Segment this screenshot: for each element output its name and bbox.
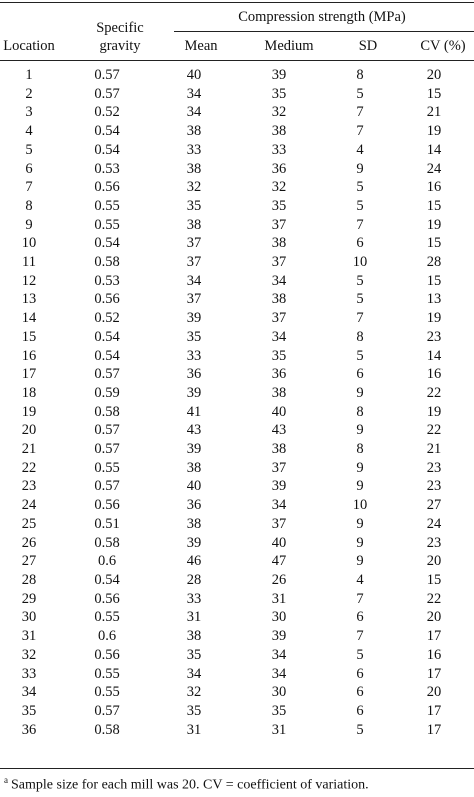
medium-cell: 35 <box>271 197 287 214</box>
specific-gravity-cell: 0.57 <box>94 422 120 439</box>
sd-cell: 5 <box>356 646 364 663</box>
medium-cell: 37 <box>271 310 287 327</box>
cv-cell: 22 <box>426 590 442 607</box>
location-cell: 6 <box>25 160 33 177</box>
medium-cell: 34 <box>271 665 287 682</box>
table-row <box>0 403 474 422</box>
table-row <box>0 459 474 478</box>
cv-cell: 24 <box>426 515 442 532</box>
mean-cell: 31 <box>186 721 202 738</box>
medium-cell: 37 <box>271 254 287 271</box>
mean-cell: 33 <box>186 141 202 158</box>
specific-gravity-cell: 0.56 <box>94 646 120 663</box>
cv-cell: 13 <box>426 291 442 308</box>
compression-table <box>0 66 474 739</box>
cv-cell: 15 <box>426 85 442 102</box>
location-cell: 31 <box>21 628 37 645</box>
medium-cell: 39 <box>271 628 287 645</box>
specific-gravity-cell: 0.58 <box>94 403 120 420</box>
cv-cell: 14 <box>426 141 442 158</box>
table-row <box>0 253 474 272</box>
medium-cell: 34 <box>271 497 287 514</box>
sd-cell: 5 <box>356 179 364 196</box>
specific-gravity-cell: 0.54 <box>94 235 120 252</box>
medium-cell: 37 <box>271 515 287 532</box>
sd-cell: 9 <box>356 160 364 177</box>
cv-cell: 15 <box>426 197 442 214</box>
sd-cell: 7 <box>356 216 364 233</box>
specific-gravity-cell: 0.56 <box>94 497 120 514</box>
sd-cell: 6 <box>356 366 364 383</box>
location-cell: 20 <box>21 422 37 439</box>
cv-cell: 24 <box>426 160 442 177</box>
medium-cell: 36 <box>271 366 287 383</box>
location-header: Location <box>3 38 55 54</box>
cv-header: CV (%) <box>420 38 466 54</box>
sd-cell: 9 <box>356 534 364 551</box>
sd-cell: 7 <box>356 104 364 121</box>
medium-cell: 36 <box>271 160 287 177</box>
table-row <box>0 534 474 553</box>
sd-cell: 9 <box>356 459 364 476</box>
medium-header: Medium <box>264 38 314 54</box>
table-row <box>0 122 474 141</box>
medium-cell: 35 <box>271 347 287 364</box>
medium-cell: 35 <box>271 85 287 102</box>
mean-cell: 39 <box>186 310 202 327</box>
mean-cell: 37 <box>186 291 202 308</box>
cv-cell: 23 <box>426 534 442 551</box>
mean-cell: 35 <box>186 702 202 719</box>
medium-cell: 40 <box>271 403 287 420</box>
sd-cell: 7 <box>356 310 364 327</box>
sd-cell: 5 <box>356 721 364 738</box>
cv-cell: 27 <box>426 497 442 514</box>
mean-cell: 34 <box>186 272 202 289</box>
sd-header: SD <box>358 38 378 54</box>
sd-cell: 9 <box>356 553 364 570</box>
mean-cell: 37 <box>186 254 202 271</box>
mean-cell: 39 <box>186 384 202 401</box>
mean-cell: 34 <box>186 85 202 102</box>
location-cell: 24 <box>21 497 37 514</box>
cv-cell: 20 <box>426 553 442 570</box>
cv-cell: 22 <box>426 422 442 439</box>
medium-cell: 38 <box>271 291 287 308</box>
location-cell: 15 <box>21 328 37 345</box>
specific-gravity-cell: 0.57 <box>94 366 120 383</box>
location-cell: 10 <box>21 235 37 252</box>
table-row <box>0 66 474 85</box>
location-cell: 13 <box>21 291 37 308</box>
mean-cell: 34 <box>186 665 202 682</box>
table-row <box>0 646 474 665</box>
cv-cell: 16 <box>426 366 442 383</box>
mean-cell: 36 <box>186 497 202 514</box>
medium-cell: 38 <box>271 123 287 140</box>
table-row <box>0 440 474 459</box>
specific-gravity-cell: 0.51 <box>94 515 120 532</box>
mean-cell: 33 <box>186 590 202 607</box>
specific-gravity-header-line2: gravity <box>99 38 141 54</box>
specific-gravity-cell: 0.59 <box>94 384 120 401</box>
medium-cell: 34 <box>271 272 287 289</box>
location-cell: 35 <box>21 702 37 719</box>
mean-cell: 46 <box>186 553 202 570</box>
mean-cell: 39 <box>186 534 202 551</box>
location-cell: 4 <box>25 123 33 140</box>
mean-cell: 36 <box>186 366 202 383</box>
table-row <box>0 178 474 197</box>
cv-cell: 21 <box>426 104 442 121</box>
medium-cell: 31 <box>271 721 287 738</box>
location-cell: 26 <box>21 534 37 551</box>
top-rule <box>0 2 474 3</box>
sd-cell: 4 <box>356 141 364 158</box>
mean-cell: 35 <box>186 328 202 345</box>
table-row <box>0 496 474 515</box>
specific-gravity-cell: 0.57 <box>94 441 120 458</box>
cv-cell: 15 <box>426 272 442 289</box>
mean-cell: 38 <box>186 123 202 140</box>
specific-gravity-cell: 0.6 <box>97 553 117 570</box>
location-cell: 7 <box>25 179 33 196</box>
specific-gravity-cell: 0.55 <box>94 609 120 626</box>
mean-cell: 34 <box>186 104 202 121</box>
table-row <box>0 197 474 216</box>
mean-cell: 35 <box>186 646 202 663</box>
table-body <box>0 66 474 739</box>
sd-cell: 9 <box>356 515 364 532</box>
cv-cell: 17 <box>426 702 442 719</box>
sd-cell: 7 <box>356 628 364 645</box>
mean-cell: 40 <box>186 67 202 83</box>
sd-cell: 9 <box>356 478 364 495</box>
cv-cell: 20 <box>426 609 442 626</box>
medium-cell: 32 <box>271 179 287 196</box>
cv-cell: 20 <box>426 67 442 83</box>
location-cell: 14 <box>21 310 37 327</box>
cv-cell: 19 <box>426 403 442 420</box>
location-cell: 19 <box>21 403 37 420</box>
footnote-marker: a <box>4 775 8 785</box>
medium-cell: 26 <box>271 571 287 588</box>
sd-cell: 4 <box>356 571 364 588</box>
cv-cell: 22 <box>426 384 442 401</box>
specific-gravity-cell: 0.54 <box>94 328 120 345</box>
specific-gravity-cell: 0.58 <box>94 254 120 271</box>
sd-cell: 9 <box>356 384 364 401</box>
location-cell: 17 <box>21 366 37 383</box>
specific-gravity-cell: 0.52 <box>94 310 120 327</box>
specific-gravity-cell: 0.6 <box>97 628 117 645</box>
table-row <box>0 552 474 571</box>
cv-cell: 16 <box>426 646 442 663</box>
mean-cell: 38 <box>186 628 202 645</box>
specific-gravity-cell: 0.54 <box>94 571 120 588</box>
table-row <box>0 216 474 235</box>
specific-gravity-cell: 0.52 <box>94 104 120 121</box>
location-cell: 28 <box>21 571 37 588</box>
medium-cell: 37 <box>271 459 287 476</box>
table-row <box>0 683 474 702</box>
mean-cell: 38 <box>186 459 202 476</box>
table-row <box>0 272 474 291</box>
location-cell: 27 <box>21 553 37 570</box>
specific-gravity-cell: 0.54 <box>94 347 120 364</box>
location-cell: 32 <box>21 646 37 663</box>
medium-cell: 47 <box>271 553 287 570</box>
mean-cell: 41 <box>186 403 202 420</box>
medium-cell: 31 <box>271 590 287 607</box>
sd-cell: 5 <box>356 197 364 214</box>
location-cell: 18 <box>21 384 37 401</box>
cv-cell: 15 <box>426 235 442 252</box>
location-cell: 3 <box>25 104 33 121</box>
table-row <box>0 141 474 160</box>
location-cell: 9 <box>25 216 33 233</box>
table-row <box>0 85 474 104</box>
table-row <box>0 103 474 122</box>
mean-cell: 38 <box>186 216 202 233</box>
table-row <box>0 665 474 684</box>
footnote <box>4 775 369 794</box>
table-row <box>0 234 474 253</box>
location-cell: 11 <box>22 254 36 271</box>
medium-cell: 34 <box>271 646 287 663</box>
mean-cell: 39 <box>186 441 202 458</box>
mean-cell: 37 <box>186 235 202 252</box>
specific-gravity-cell: 0.54 <box>94 141 120 158</box>
table-row <box>0 477 474 496</box>
specific-gravity-cell: 0.55 <box>94 459 120 476</box>
medium-cell: 30 <box>271 684 287 701</box>
specific-gravity-cell: 0.55 <box>94 665 120 682</box>
table-row <box>0 328 474 347</box>
medium-cell: 38 <box>271 384 287 401</box>
specific-gravity-cell: 0.53 <box>94 272 120 289</box>
cv-cell: 23 <box>426 459 442 476</box>
location-cell: 30 <box>21 609 37 626</box>
location-cell: 5 <box>25 141 33 158</box>
sd-cell: 6 <box>356 702 364 719</box>
specific-gravity-cell: 0.54 <box>94 123 120 140</box>
location-cell: 1 <box>25 67 33 83</box>
table-row <box>0 721 474 740</box>
mean-cell: 38 <box>186 160 202 177</box>
specific-gravity-cell: 0.57 <box>94 478 120 495</box>
mean-cell: 35 <box>186 197 202 214</box>
sd-cell: 6 <box>356 235 364 252</box>
table-row <box>0 365 474 384</box>
sd-cell: 8 <box>356 328 364 345</box>
table-row <box>0 160 474 179</box>
mean-cell: 32 <box>186 684 202 701</box>
medium-cell: 39 <box>271 67 287 83</box>
header-rule <box>0 60 474 61</box>
cv-cell: 20 <box>426 684 442 701</box>
table-row <box>0 290 474 309</box>
location-cell: 22 <box>21 459 37 476</box>
medium-cell: 37 <box>271 216 287 233</box>
bottom-rule <box>0 768 474 769</box>
specific-gravity-cell: 0.58 <box>94 721 120 738</box>
location-cell: 29 <box>21 590 37 607</box>
medium-cell: 35 <box>271 702 287 719</box>
cv-cell: 19 <box>426 216 442 233</box>
specific-gravity-cell: 0.55 <box>94 216 120 233</box>
mean-cell: 32 <box>186 179 202 196</box>
location-cell: 23 <box>21 478 37 495</box>
table-row <box>0 421 474 440</box>
mean-cell: 31 <box>186 609 202 626</box>
table-row <box>0 627 474 646</box>
mean-cell: 40 <box>186 478 202 495</box>
table-row <box>0 702 474 721</box>
cv-cell: 21 <box>426 441 442 458</box>
specific-gravity-header-line1: Specific <box>96 20 144 36</box>
mean-cell: 38 <box>186 515 202 532</box>
sd-cell: 5 <box>356 291 364 308</box>
location-cell: 34 <box>21 684 37 701</box>
specific-gravity-cell: 0.53 <box>94 160 120 177</box>
medium-cell: 43 <box>271 422 287 439</box>
specific-gravity-cell: 0.58 <box>94 534 120 551</box>
cv-cell: 14 <box>426 347 442 364</box>
sd-cell: 10 <box>352 497 368 514</box>
specific-gravity-cell: 0.56 <box>94 179 120 196</box>
specific-gravity-cell: 0.57 <box>94 702 120 719</box>
specific-gravity-cell: 0.55 <box>94 197 120 214</box>
cv-cell: 17 <box>426 665 442 682</box>
location-cell: 12 <box>21 272 37 289</box>
table-row <box>0 571 474 590</box>
cv-cell: 23 <box>426 328 442 345</box>
specific-gravity-cell: 0.56 <box>94 291 120 308</box>
specific-gravity-cell: 0.55 <box>94 684 120 701</box>
table-row <box>0 590 474 609</box>
cv-cell: 17 <box>426 628 442 645</box>
medium-cell: 34 <box>271 328 287 345</box>
table-row <box>0 347 474 366</box>
medium-cell: 33 <box>271 141 287 158</box>
footnote-text: Sample size for each mill was 20. CV = coefficient of variation. <box>11 777 369 793</box>
group-underline <box>174 31 474 32</box>
mean-cell: 33 <box>186 347 202 364</box>
location-cell: 2 <box>25 85 33 102</box>
location-cell: 16 <box>21 347 37 364</box>
medium-cell: 32 <box>271 104 287 121</box>
table-row <box>0 515 474 534</box>
location-cell: 33 <box>21 665 37 682</box>
specific-gravity-cell: 0.57 <box>94 85 120 102</box>
medium-cell: 38 <box>271 235 287 252</box>
specific-gravity-cell: 0.57 <box>94 67 120 83</box>
sd-cell: 7 <box>356 123 364 140</box>
compression-group-header: Compression strength (MPa) <box>238 9 406 25</box>
cv-cell: 19 <box>426 123 442 140</box>
medium-cell: 30 <box>271 609 287 626</box>
mean-cell: 28 <box>186 571 202 588</box>
medium-cell: 38 <box>271 441 287 458</box>
sd-cell: 5 <box>356 85 364 102</box>
sd-cell: 8 <box>356 67 364 83</box>
location-cell: 21 <box>21 441 37 458</box>
cv-cell: 15 <box>426 571 442 588</box>
sd-cell: 6 <box>356 665 364 682</box>
cv-cell: 19 <box>426 310 442 327</box>
sd-cell: 6 <box>356 609 364 626</box>
location-cell: 25 <box>21 515 37 532</box>
sd-cell: 5 <box>356 347 364 364</box>
sd-cell: 6 <box>356 684 364 701</box>
cv-cell: 28 <box>426 254 442 271</box>
location-cell: 36 <box>21 721 37 738</box>
sd-cell: 8 <box>356 441 364 458</box>
sd-cell: 7 <box>356 590 364 607</box>
mean-header: Mean <box>184 38 218 54</box>
sd-cell: 5 <box>356 272 364 289</box>
mean-cell: 43 <box>186 422 202 439</box>
sd-cell: 8 <box>356 403 364 420</box>
medium-cell: 39 <box>271 478 287 495</box>
cv-cell: 17 <box>426 721 442 738</box>
table-row <box>0 608 474 627</box>
specific-gravity-cell: 0.56 <box>94 590 120 607</box>
sd-cell: 9 <box>356 422 364 439</box>
cv-cell: 23 <box>426 478 442 495</box>
cv-cell: 16 <box>426 179 442 196</box>
table-row <box>0 384 474 403</box>
location-cell: 8 <box>25 197 33 214</box>
sd-cell: 10 <box>352 254 368 271</box>
table-row <box>0 309 474 328</box>
medium-cell: 40 <box>271 534 287 551</box>
